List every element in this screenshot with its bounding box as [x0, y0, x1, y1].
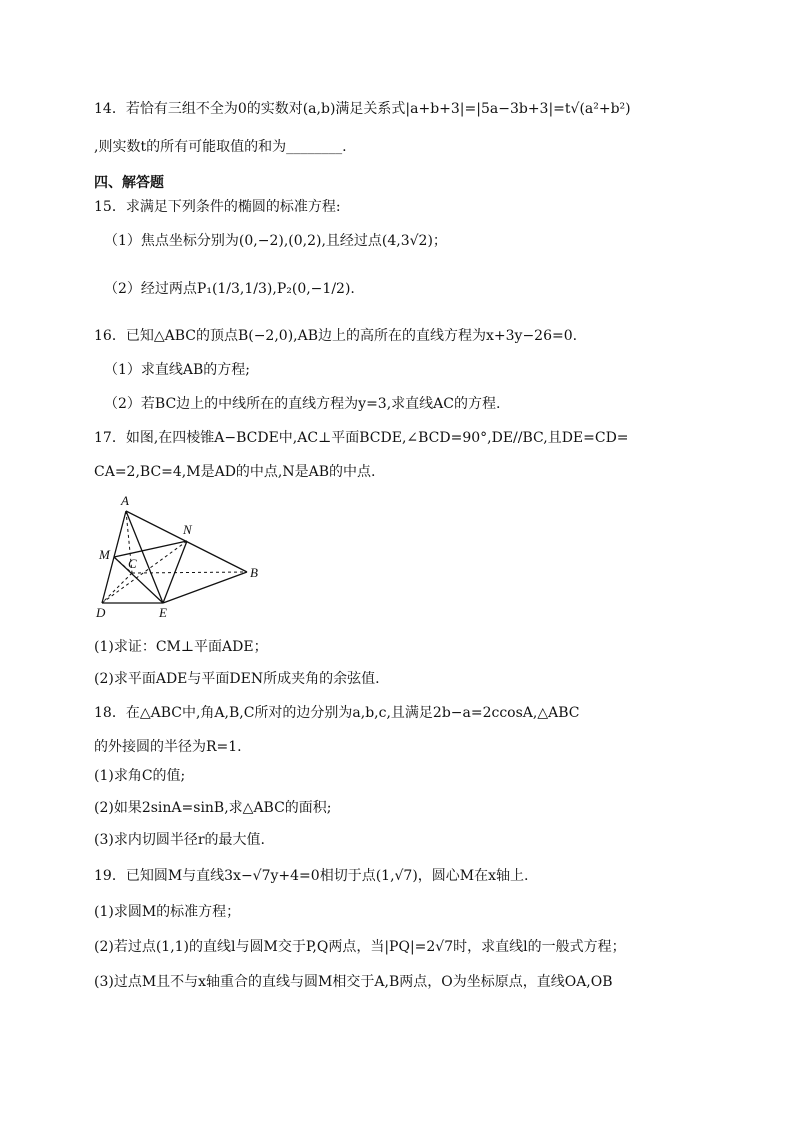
vertex-label-d: D — [96, 605, 106, 620]
problem-14-line-2: ,则实数t的所有可能取值的和为________. — [94, 139, 347, 155]
vertex-label-b: B — [250, 565, 258, 580]
problem-17-line-1: 17．如图,在四棱锥A−BCDE中,AC⊥平面BCDE,∠BCD=90°,DE//BC,且DE=CD= — [94, 430, 629, 446]
vertex-label-m: M — [99, 547, 110, 562]
edge-eb — [163, 572, 247, 603]
problem-16-part-2: （2）若BC边上的中线所在的直线方程为y=3,求直线AC的方程. — [104, 396, 501, 412]
vertex-label-a: A — [121, 493, 129, 508]
problem-18-line-2: 的外接圆的半径为R=1. — [94, 739, 242, 755]
problem-17-line-2: CA=2,BC=4,M是AD的中点,N是AB的中点. — [94, 464, 376, 480]
problem-15-part-2: （2）经过两点P₁(1/3,1/3),P₂(0,−1/2). — [104, 281, 355, 297]
problem-19-part-3: (3)过点M且不与x轴重合的直线与圆M相交于A,B两点，O为坐标原点，直线OA,OB — [94, 974, 613, 990]
problem-18-part-1: (1)求角C的值; — [94, 768, 186, 784]
problem-17-part-1: (1)求证：CM⊥平面ADE； — [94, 639, 268, 655]
pyramid-figure — [94, 493, 274, 621]
vertex-label-e: E — [159, 605, 167, 620]
problem-15-stem: 15．求满足下列条件的椭圆的标准方程: — [94, 199, 341, 215]
section-heading: 四、解答题 — [94, 175, 164, 191]
problem-19-part-2: (2)若过点(1,1)的直线l与圆M交于P,Q两点，当|PQ|=2√7时，求直线l的一般式方程； — [94, 939, 626, 955]
problem-19-part-1: (1)求圆M的标准方程； — [94, 904, 241, 920]
problem-18-line-1: 18．在△ABC中,角A,B,C所对的边分别为a,b,c,且满足2b−a=2ccosA,△ABC — [94, 705, 580, 721]
edge-cb-hidden — [132, 572, 247, 573]
problem-14-line-1: 14．若恰有三组不全为0的实数对(a,b)满足关系式|a+b+3|=|5a−3b+3|=t√(a²+b²) — [94, 101, 631, 117]
problem-18-part-3: (3)求内切圆半径r的最大值. — [94, 832, 265, 848]
vertex-label-c: C — [128, 556, 137, 571]
problem-16-stem: 16．已知△ABC的顶点B(−2,0),AB边上的高所在的直线方程为x+3y−26=0. — [94, 328, 578, 344]
vertex-label-n: N — [183, 522, 192, 537]
problem-16-part-1: （1）求直线AB的方程; — [104, 362, 251, 378]
problem-19-stem: 19．已知圆M与直线3x−√7y+4=0相切于点(1,√7)，圆心M在x轴上. — [94, 868, 529, 884]
problem-17-part-2: (2)求平面ADE与平面DEN所成夹角的余弦值. — [94, 671, 380, 687]
problem-18-part-2: (2)如果2sinA=sinB,求△ABC的面积; — [94, 800, 332, 816]
problem-15-part-1: （1）焦点坐标分别为(0,−2),(0,2),且经过点(4,3√2)； — [104, 233, 447, 249]
